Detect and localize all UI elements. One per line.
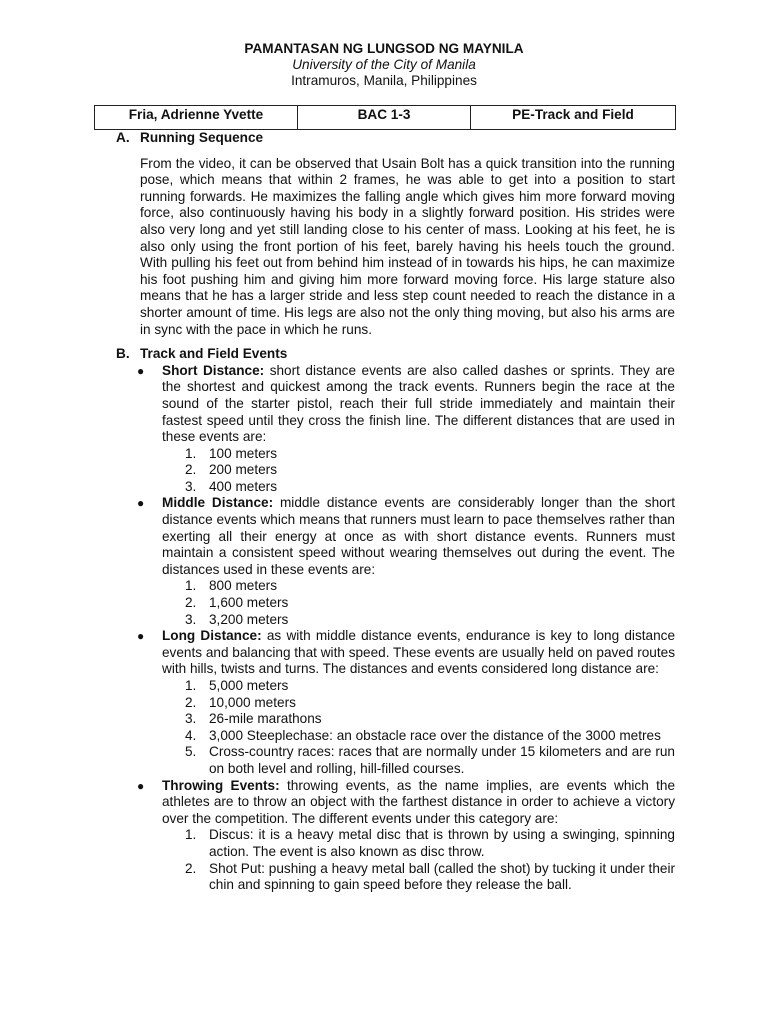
short-distance-text: short distance events are also called dashes or sprints. They are the shortest and quickest among the track events. Runners begin the race at the sound of the starter pistol, reach their full stride immediately and maintain their fastest speed until they cross the finish line. The different distances that are used in these events are: bbox=[162, 362, 675, 445]
middle-distance-label: Middle Distance: bbox=[162, 495, 274, 511]
list-item: 4. 3,000 Steeplechase: an obstacle race over the distance of the 3000 metres bbox=[185, 727, 661, 743]
list-item: 1. Discus: it is a heavy metal disc that is thrown by using a swinging, spinning action. The event is also known as disc throw. bbox=[185, 827, 675, 859]
middle-distance-item bbox=[137, 495, 675, 578]
student-info-table bbox=[94, 105, 676, 130]
university-name: PAMANTASAN NG LUNGSOD NG MAYNILA bbox=[244, 41, 524, 56]
short-distance-item bbox=[137, 362, 675, 446]
section-a-letter: A. bbox=[116, 130, 130, 145]
throwing-events-text: throwing events, as the name implies, are events which the athletes are to throw an object with the farthest distance in order to achieve a victory over the competition. The different events under this category are: bbox=[162, 777, 676, 826]
student-name: Fria, Adrienne Yvette bbox=[95, 106, 298, 130]
section-b-heading bbox=[116, 346, 675, 363]
list-item: 3. 26-mile marathons bbox=[185, 711, 322, 727]
bullet-icon: ● bbox=[137, 363, 145, 378]
throwing-events-item bbox=[137, 777, 676, 828]
section-a-heading bbox=[116, 130, 675, 147]
document-body bbox=[116, 130, 675, 894]
class-section: BAC 1-3 bbox=[298, 106, 471, 130]
list-item: 2. 10,000 meters bbox=[185, 694, 296, 710]
list-item: 1. 5,000 meters bbox=[185, 678, 289, 693]
list-item: 2. Shot Put: pushing a heavy metal ball (called the shot) by tucking it under their chin and spinning to gain speed before they release the ball. bbox=[185, 860, 675, 893]
list-item: 2. 1,600 meters bbox=[185, 595, 289, 611]
section-b-title: Track and Field Events bbox=[140, 346, 288, 362]
document-header bbox=[0, 41, 768, 89]
bullet-icon: ● bbox=[137, 778, 145, 793]
long-distance-label: Long Distance: bbox=[162, 628, 262, 644]
bullet-icon: ● bbox=[137, 496, 145, 511]
section-a-title: Running Sequence bbox=[140, 130, 264, 145]
section-a-paragraph: From the video, it can be observed that Usain Bolt has a quick transition into the running pose, which means that within 2 frames, he was able to get into a position to start running forwards. He maximizes the falling angle which gives him more forward moving force, also continuously having his body in a slightly forward position. His strides were also very long and yet still landing close to his center of mass. Looking at his feet, he is also only using the front portion of his feet, barely having his heels touch the ground. With pulling his feet out from behind him instead of in towards his hips, he can maximize his foot pushing him and giving him more forward moving force. His large stature also means that he has a larger stride and less step count needed to reach the distance in a shorter amount of time. His legs are also not the only thing moving, but also his arms are in sync with the pace in which he runs. bbox=[140, 155, 675, 337]
long-distance-item bbox=[137, 628, 676, 678]
middle-distance-text: middle distance events are considerably longer than the short distance events which means that runners must learn to pace themselves rather than exerting all their energy at once as with short distance events. Runners must maintain a consistent speed without wearing themselves out during the event. The distances used in these events are: bbox=[162, 495, 675, 577]
section-b-letter: B. bbox=[116, 346, 130, 362]
long-distance-text: as with middle distance events, endurance is key to long distance events and balancing that with speed. These events are usually held on paved routes with hills, twists and turns. The distances and events considered long distance are: bbox=[162, 628, 676, 677]
list-item: 3. 3,200 meters bbox=[185, 611, 289, 627]
university-address: Intramuros, Manila, Philippines bbox=[291, 73, 477, 88]
university-english-name: University of the City of Manila bbox=[292, 57, 476, 72]
list-item: 1. 100 meters bbox=[185, 445, 278, 461]
bullet-icon: ● bbox=[137, 629, 145, 644]
list-item: 3. 400 meters bbox=[185, 478, 278, 494]
throwing-events-label: Throwing Events: bbox=[162, 777, 280, 793]
subject-name: PE-Track and Field bbox=[471, 106, 676, 130]
list-item: 5. Cross-country races: races that are normally under 15 kilometers and are run on both level and rolling, hill-filled courses. bbox=[185, 744, 675, 776]
list-item: 2. 200 meters bbox=[185, 462, 278, 478]
short-distance-label: Short Distance: bbox=[162, 362, 265, 378]
list-item: 1. 800 meters bbox=[185, 578, 278, 594]
